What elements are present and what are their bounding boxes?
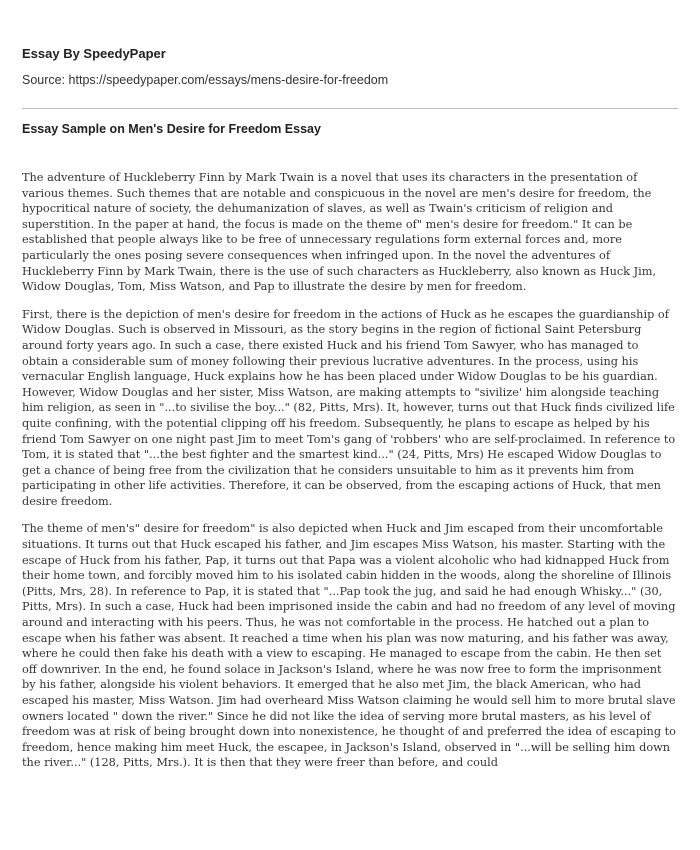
essay-paragraph: The adventure of Huckleberry Finn by Mark Twain is a novel that uses its characters in the presentation of various themes. Such themes that are notable and conspicuous in the novel are men's desire for freedom, the hypocritical nature of society, the dehumanization of slaves, as well as Twain's criticism of religion and superstition. In the paper at hand, the focus is made on the theme of" men's desire for freedom." It can be established that people always like to be free of unnecessary regulations form external forces and, more particularly the ones posing severe consequences when infringed upon. In the novel the adventures of Huckleberry Finn by Mark Twain, there is the use of such characters as Huckleberry, also known as Huck Jim, Widow Douglas, Tom, Miss Watson, and Pap to illustrate the desire by men for freedom. [22,171,657,294]
brand-heading: Essay By SpeedyPaper [22,46,166,61]
document-header [22,46,678,88]
header-divider [22,108,678,109]
source-line: Source: https://speedypaper.com/essays/mens-desire-for-freedom [22,73,389,87]
essay-body [22,170,678,783]
essay-paragraph: First, there is the depiction of men's desire for freedom in the actions of Huck as he escapes the guardianship of Widow Douglas. Such is observed in Missouri, as the story begins in the region of fictional Saint Petersburg around forty years ago. In such a case, there existed Huck and his friend Tom Sawyer, who has managed to obtain a considerable sum of money following their previous lucrative adventures. In the process, using his vernacular English language, Huck explains how he has been placed under Widow Douglas to be his guardian. However, Widow Douglas and her sister, Miss Watson, are making attempts to "sivilize' him alongside teaching him religion, as seen in "...to sivilise the boy..." (82, Pitts, Mrs). It, however, turns out that Huck finds civilized life quite confining, with the potential clipping off his freedom. Subsequently, he plans to escape as helped by his friend Tom Sawyer on one night past Jim to meet Tom's gang of 'robbers' who are self-proclaimed. In reference to Tom, it is stated that "...the best fighter and the smartest kind..." (24, Pitts, Mrs) He escaped Widow Douglas to get a chance of being free from the civilization that he considers unsuitable to him as it prevents him from participating in other life activities. Therefore, it can be observed, from the escaping actions of Huck, that men desire freedom. [22,307,676,508]
essay-paragraph: The theme of men's" desire for freedom" is also depicted when Huck and Jim escaped from their uncomfortable situations. It turns out that Huck escaped his father, and Jim escapes Miss Watson, his master. Starting with the escape of Huck from his father, Pap, it turns out that Papa was a violent alcoholic who had kidnapped Huck from their home town, and forcibly moved him to his isolated cabin hidden in the woods, along the shoreline of Illinois (Pitts, Mrs, 28). In reference to Pap, it is stated that "...Pap took the jug, and said he had enough Whisky..." (30, Pitts, Mrs). In such a case, Huck had been imprisoned inside the cabin and had no freedom of any level of moving around and interacting with his peers. Thus, he was not comfortable in the process. He hatched out a plan to escape when his father was absent. It reached a time when his plan was now maturing, and his father was away, where he could then fake his death with a view to escaping. He managed to escape from the cabin. He then set off downriver. In the end, he found solace in Jackson's Island, where he was now free to form the imprisonment by his father, alongside his violent behaviors. It emerged that he also met Jim, the black American, who had escaped his master, Miss Watson. Jim had overheard Miss Watson claiming he would sell him to more brutal slave owners located " down the river." Since he did not like the idea of serving more brutal masters, as his level of freedom was at risk of being brought down into nonexistence, he thought of and preferred the idea of escaping to freedom, hence making him meet Huck, the escapee, in Jackson's Island, observed in "...will be selling him down the river..." (128, Pitts, Mrs.). It is then that they were freer than before, and could [22,522,676,770]
essay-title: Essay Sample on Men's Desire for Freedom Essay [22,122,321,136]
